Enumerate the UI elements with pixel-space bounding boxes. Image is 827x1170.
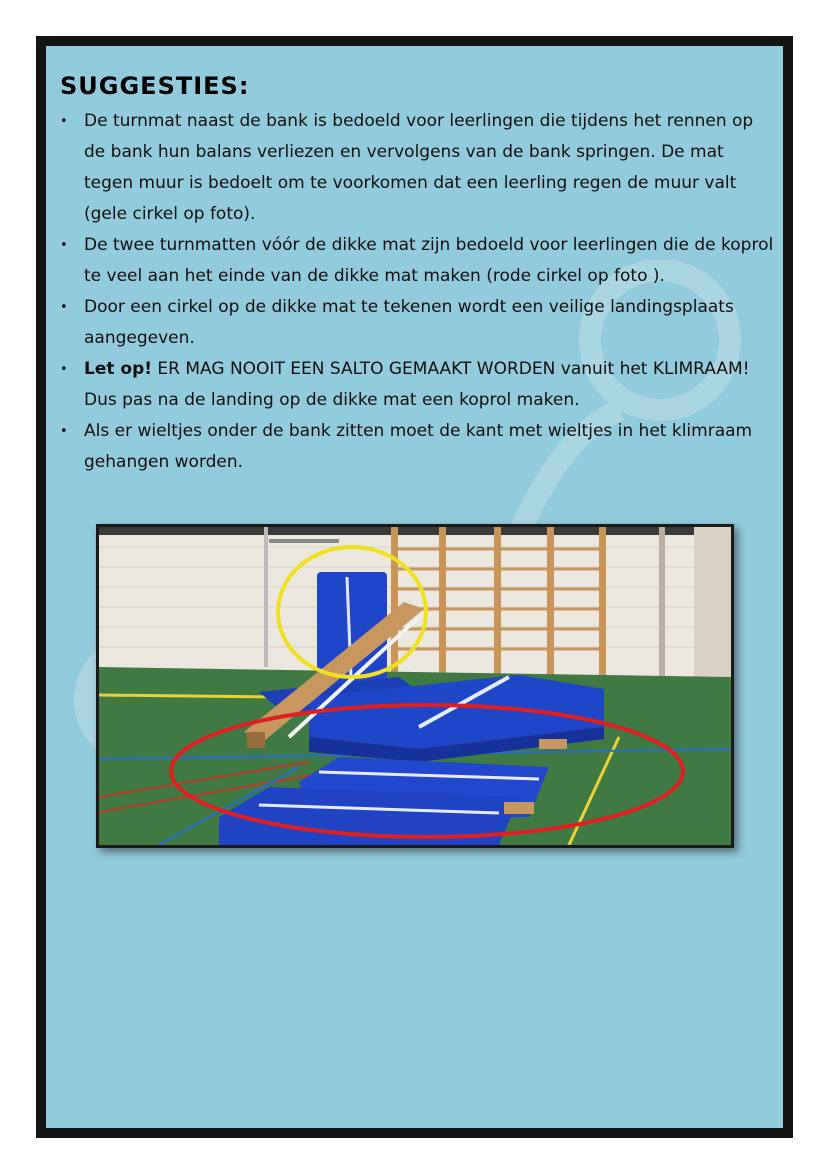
tip-text: Als er wieltjes onder de bank zitten moet de kant met wieltjes in het klimraam gehangen worden. bbox=[84, 421, 753, 472]
bullet-icon: • bbox=[60, 300, 68, 315]
bullet-icon: • bbox=[60, 114, 68, 129]
tip-text: De turnmat naast de bank is bedoeld voor leerlingen die tijdens het rennen op de bank hun balans verliezen en vervolgens van de bank springen. De mat tegen muur is bedoelt om te voorkomen dat een leerling regen de muur valt (gele cirkel op foto). bbox=[84, 111, 754, 224]
list-item bbox=[58, 292, 778, 354]
tip-text: ER MAG NOOIT EEN SALTO GEMAAKT WORDEN vanuit het KLIMRAAM! Dus pas na de landing op de dikke mat een koprol maken. bbox=[84, 359, 750, 410]
warning-label: Let op! bbox=[84, 359, 153, 379]
bullet-icon: • bbox=[60, 424, 68, 439]
tip-text: Door een cirkel op de dikke mat te tekenen wordt een veilige landingsplaats aangegeven. bbox=[84, 297, 734, 348]
list-item bbox=[58, 416, 778, 478]
page-title: SUGGESTIES: bbox=[60, 72, 250, 100]
tip-text: De twee turnmatten vóór de dikke mat zijn bedoeld voor leerlingen die de koprol te veel aan het einde van de dikke mat maken (rode cirkel op foto ). bbox=[84, 235, 774, 286]
list-item bbox=[58, 230, 778, 292]
list-item bbox=[58, 106, 778, 230]
gym-illustration bbox=[99, 527, 731, 845]
suggestions-list bbox=[58, 106, 778, 478]
list-item bbox=[58, 354, 778, 416]
suggestions-section bbox=[58, 72, 778, 478]
bullet-icon: • bbox=[60, 238, 68, 253]
gym-setup-photo bbox=[96, 524, 734, 848]
bullet-icon: • bbox=[60, 362, 68, 377]
